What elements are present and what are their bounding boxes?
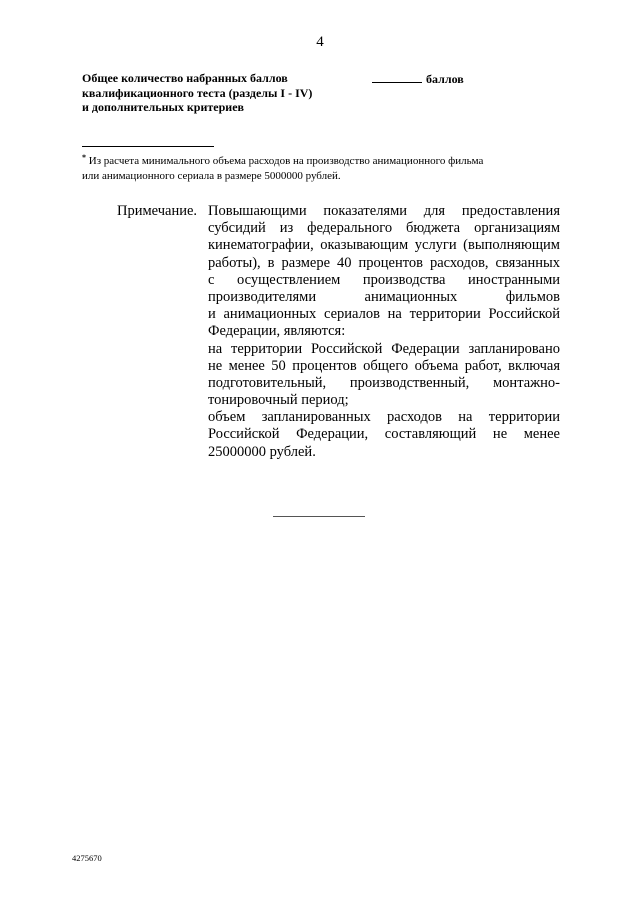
note-line: Российской Федерации, составляющий не менее (208, 426, 560, 443)
footnote (82, 151, 562, 183)
note-line: работы), в размере 40 процентов расходов, связанных (208, 254, 560, 271)
note-body (208, 203, 560, 461)
footnote-marker: * (82, 153, 86, 162)
note-line: тонировочный период; (208, 392, 349, 409)
score-unit: баллов (426, 72, 464, 86)
total-score-label-line: квалификационного теста (разделы I - IV) (82, 85, 313, 100)
note-label: Примечание. (117, 203, 198, 219)
footnote-line: или анимационного сериала в размере 5000000 рублей. (82, 169, 341, 182)
note-line: кинематографии, оказывающим услуги (выполняющим (208, 237, 560, 254)
footnote-text: Из расчета минимального объема расходов на производство анимационного фильма (88, 155, 484, 167)
note-line: подготовительный, производственный, монтажно- (208, 374, 560, 391)
note-line: Федерации, являются: (208, 323, 346, 340)
note-line: субсидий из федерального бюджета организациям (208, 220, 560, 237)
note-line: с осуществлением производства иностранными (208, 271, 560, 288)
note-line: 25000000 рублей. (208, 443, 316, 460)
note-line: и анимационных сериалов на территории Российской (208, 306, 560, 323)
note-line: объем запланированных расходов на территории (208, 409, 560, 426)
note-line: Повышающими показателями для предоставления (208, 203, 560, 219)
footnote-separator (82, 146, 214, 147)
total-score-label (82, 71, 382, 115)
total-score-label-line: Общее количество набранных баллов (82, 71, 288, 85)
total-score-label-line: и дополнительных критериев (82, 100, 244, 114)
score-blank-line (372, 71, 422, 83)
note-line: не менее 50 процентов общего объема работ, включая (208, 357, 560, 374)
document-code: 4275670 (72, 853, 102, 863)
footnote-line (82, 151, 562, 169)
note-line: на территории Российской Федерации запланировано (208, 340, 560, 357)
page-number: 4 (316, 34, 324, 50)
note-line: производителями анимационных фильмов (208, 288, 560, 305)
total-score-field (372, 71, 464, 87)
end-separator (273, 516, 365, 517)
